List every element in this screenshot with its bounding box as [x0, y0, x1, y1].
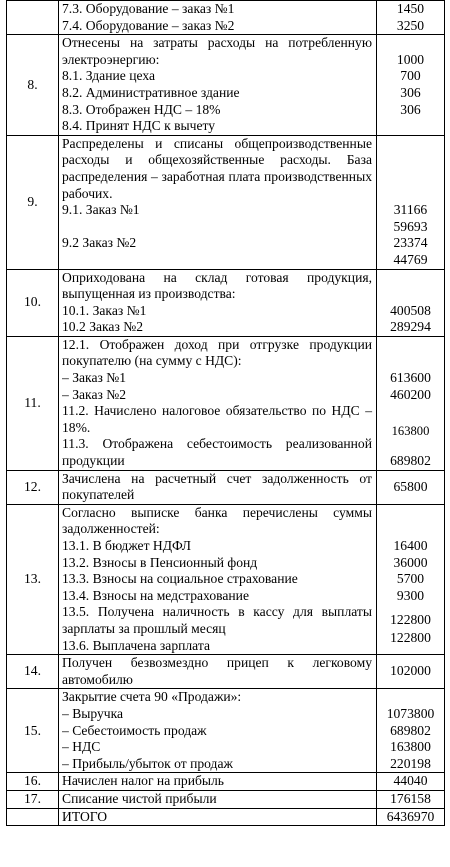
row-number: 10.: [7, 269, 59, 336]
amount-value: 689802: [390, 722, 431, 738]
cost-entry: 11.3. Отображена себестоимость реализованной продукции: [62, 436, 372, 469]
table-row: [7, 655, 445, 689]
entry-line: 8.4. Принят НДС к вычету: [62, 118, 216, 134]
entry-line: – Себестоимость продаж: [62, 722, 207, 738]
entry-amount: [377, 689, 445, 773]
entry-description: [59, 470, 377, 504]
salary-entry: 13.6. Выплачена зарплата: [62, 637, 210, 653]
amount-value: 122800: [390, 612, 431, 628]
entry-description: [59, 1, 377, 35]
amount-value: 102000: [390, 663, 431, 679]
amount-value: 689802: [390, 453, 431, 469]
entry-line: 10.2 Заказ №2: [62, 319, 143, 335]
amount-value: 400508: [390, 302, 431, 318]
entry-heading: Закрытие счета 90 «Продажи»:: [62, 689, 242, 705]
total-amount: 6436970: [386, 808, 435, 824]
entry-heading: 12.1. Отображен доход при отгрузке продукции покупателю (на сумму с НДС):: [62, 336, 372, 369]
amount-value: 44040: [393, 773, 428, 789]
accounting-entries-table: [6, 0, 445, 826]
row-number: 8.: [7, 35, 59, 136]
entry-text: Получен безвозмездно прицеп к легковому автомобилю: [62, 655, 372, 687]
vat-entry: 11.2. Начислено налоговое обязательство по НДС – 18%.: [62, 403, 372, 435]
table-row: [7, 269, 445, 336]
amount-value: 220198: [390, 755, 431, 771]
entry-description: [59, 655, 377, 689]
entry-description: [59, 269, 377, 336]
entry-line: 13.3. Взносы на социальное страхование: [62, 571, 298, 587]
amount-value: 306: [400, 84, 421, 100]
entry-line: 13.2. Взносы в Пенсионный фонд: [62, 554, 258, 570]
row-number: 15.: [7, 689, 59, 773]
entry-amount: [377, 35, 445, 136]
entry-line: – Заказ №2: [62, 386, 127, 402]
entry-amount: [377, 504, 445, 654]
entry-description: [59, 336, 377, 470]
amount-value: 1000: [396, 51, 425, 67]
entry-description: [59, 35, 377, 136]
row-number: 13.: [7, 504, 59, 654]
total-row: [7, 808, 445, 826]
total-amount-cell: [377, 808, 445, 826]
amount-value: 700: [400, 68, 421, 84]
entry-line: 13.4. Взносы на медстрахование: [62, 587, 249, 603]
table-row: [7, 135, 445, 269]
entry-amount: [377, 470, 445, 504]
entry-line: 8.1. Здание цеха: [62, 68, 155, 84]
amount-value: 65800: [393, 478, 428, 494]
amount-value: 3250: [396, 17, 425, 33]
amount-value: 1450: [396, 1, 425, 16]
entry-text: Списание чистой прибыли: [62, 790, 217, 806]
amount-value: 460200: [390, 386, 431, 402]
entry-description: [59, 135, 377, 269]
entry-text: Зачислена на расчетный счет задолженность от покупателей: [62, 470, 372, 503]
entry-amount: [377, 135, 445, 269]
entry-line: 7.3. Оборудование – заказ №1: [62, 1, 235, 16]
entry-amount: [377, 790, 445, 808]
row-number: 12.: [7, 470, 59, 504]
entry-line: – Выручка: [62, 705, 124, 721]
entry-line: 9.2 Заказ №2: [62, 235, 137, 251]
amount-value: 1073800: [386, 705, 435, 721]
row-number: [7, 808, 59, 826]
amount-value: 9300: [396, 587, 425, 603]
table-row: [7, 689, 445, 773]
entry-line: – Прибыль/убыток от продаж: [62, 755, 233, 771]
table-row: [7, 336, 445, 470]
table-row: [7, 504, 445, 654]
cash-entry: 13.5. Получена наличность в кассу для выплаты зарплаты за прошлый месяц: [62, 604, 372, 636]
amount-value: 31166: [393, 202, 428, 218]
table-row: [7, 773, 445, 791]
entry-line: 13.1. В бюджет НДФЛ: [62, 538, 191, 553]
entry-line: – Заказ №1: [62, 370, 127, 386]
amount-value: 289294: [390, 319, 431, 335]
row-number: 14.: [7, 655, 59, 689]
amount-value: 16400: [393, 538, 428, 553]
entry-amount: [377, 773, 445, 791]
entry-line: – НДС: [62, 739, 101, 755]
entry-heading: Оприходована на склад готовая продукция, выпущенная из производства:: [62, 269, 372, 302]
entry-amount: [377, 269, 445, 336]
entry-amount: [377, 336, 445, 470]
entry-heading: Распределены и списаны общепроизводственные расходы и общехозяйственные расходы. База распределения – заработная плата производственных рабочих.: [62, 135, 372, 201]
amount-value: 306: [400, 101, 421, 117]
total-label: ИТОГО: [62, 808, 108, 824]
total-label-cell: [59, 808, 377, 826]
amount-value: 176158: [390, 790, 431, 806]
amount-value: 23374: [393, 235, 428, 251]
table-row: [7, 1, 445, 35]
amount-value: 36000: [393, 554, 428, 570]
entry-amount: [377, 1, 445, 35]
entry-text: Начислен налог на прибыль: [62, 773, 225, 789]
amount-value: 163800: [391, 423, 430, 438]
amount-value: 59693: [393, 218, 428, 234]
entry-description: [59, 790, 377, 808]
amount-value: 122800: [390, 629, 431, 645]
amount-value: 44769: [393, 251, 428, 267]
amount-value: 163800: [390, 739, 431, 755]
row-number: 11.: [7, 336, 59, 470]
entry-line: 10.1. Заказ №1: [62, 302, 147, 318]
entry-amount: [377, 655, 445, 689]
amount-value: 613600: [390, 370, 431, 386]
entry-description: [59, 689, 377, 773]
entry-line: 8.2. Административное здание: [62, 84, 240, 100]
row-number: 9.: [7, 135, 59, 269]
table-row: [7, 790, 445, 808]
entry-line: 8.3. Отображен НДС – 18%: [62, 101, 221, 117]
entry-line: 9.1. Заказ №1: [62, 202, 140, 218]
entry-description: [59, 773, 377, 791]
amount-value: 5700: [396, 571, 425, 587]
row-number: 16.: [7, 773, 59, 791]
row-number: 17.: [7, 790, 59, 808]
entry-heading: Отнесены на затраты расходы на потребленную электроэнергию:: [62, 35, 372, 67]
table-row: [7, 470, 445, 504]
entry-description: [59, 504, 377, 654]
entry-line: 7.4. Оборудование – заказ №2: [62, 17, 235, 33]
table-row: [7, 35, 445, 136]
entry-heading: Согласно выписке банка перечислены суммы задолженностей:: [62, 504, 372, 537]
row-number: [7, 1, 59, 35]
